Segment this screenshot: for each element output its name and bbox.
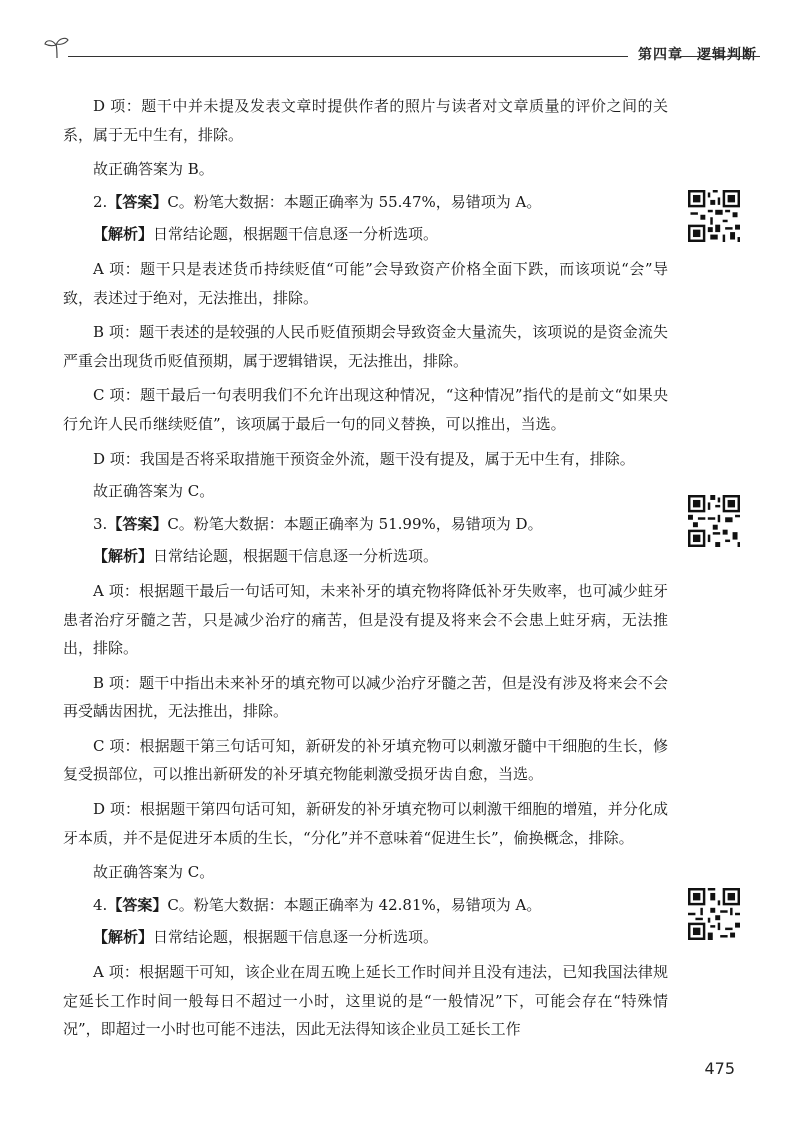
answer-line <box>63 891 668 920</box>
analysis-label: 【解析】 <box>93 225 154 244</box>
paragraph: C 项：题干最后一句表明我们不允许出现这种情况，“这种情况”指代的是前文“如果央行允许人民币继续贬值”，该项属于最后一句的同义替换，可以推出，当选。 <box>63 386 668 433</box>
paragraph: B 项：题干中指出未来补牙的填充物可以减少治疗牙髓之苦，但是没有涉及将来会不会再受龋齿困扰，无法推出，排除。 <box>63 673 668 721</box>
paragraph: D 项：题干中并未提及发表文章时提供作者的照片与读者对文章质量的评价之间的关系，属于无中生有，排除。 <box>63 97 668 144</box>
page-header <box>40 28 760 68</box>
analysis-label: 【解析】 <box>93 928 154 947</box>
answer-label: 【答案】 <box>107 895 168 914</box>
paragraph: C 项：根据题干第三句话可知，新研发的补牙填充物可以刺激牙髓中干细胞的生长，修复受损部位，可以推出新研发的补牙填充物能刺激受损牙齿自愈，当选。 <box>63 736 668 784</box>
answer-label: 【答案】 <box>107 192 168 211</box>
paragraph: 故正确答案为 C。 <box>93 482 215 501</box>
answer-text: C。粉笔大数据：本题正确率为 55.47%，易错项为 A。 <box>167 192 542 211</box>
paragraph: A 项：根据题干最后一句话可知，未来补牙的填充物将降低补牙失败率，也可减少蛀牙患者治疗牙髓之苦，只是减少治疗的痛苦，但是没有提及将来会不会患上蛀牙病，无法推出，排除。 <box>63 581 668 658</box>
question-number: 2. <box>93 192 108 211</box>
analysis-line <box>63 923 668 952</box>
paragraph: A 项：题干只是表述货币持续贬值“可能”会导致资产价格全面下跌，而该项说“会”导致，表述过于绝对，无法推出，排除。 <box>63 259 668 307</box>
analysis-label: 【解析】 <box>93 547 154 566</box>
answer-text: C。粉笔大数据：本题正确率为 51.99%，易错项为 D。 <box>167 514 543 533</box>
question-number: 3. <box>93 514 108 533</box>
answer-line <box>63 188 668 217</box>
page-body <box>63 92 668 1050</box>
qr-code-icon[interactable] <box>688 495 740 547</box>
answer-label: 【答案】 <box>107 514 168 533</box>
header-rule-right <box>680 56 760 57</box>
analysis-line <box>63 542 668 571</box>
paragraph: D 项：我国是否将采取措施干预资金外流，题干没有提及，属于无中生有，排除。 <box>93 449 635 468</box>
paragraph: D 项：根据题干第四句话可知，新研发的补牙填充物可以刺激干细胞的增殖，并分化成牙本质，并不是促进牙本质的生长，“分化”并不意味着“促进生长”，偷换概念，排除。 <box>63 800 668 847</box>
paragraph: 故正确答案为 B。 <box>93 160 214 179</box>
paragraph: A 项：根据题干可知，该企业在周五晚上延长工作时间并且没有违法，已知我国法律规定延长工作时间一般每日不超过一小时，这里说的是“一般情况”下，可能会存在“特殊情况”，即超过一小时也可能不违法，因此无法得知该企业员工延长工作 <box>63 963 668 1039</box>
question-number: 4. <box>93 895 108 914</box>
paragraph: 故正确答案为 C。 <box>93 863 215 882</box>
analysis-line <box>63 220 668 249</box>
qr-code-icon[interactable] <box>688 190 740 242</box>
answer-text: C。粉笔大数据：本题正确率为 42.81%，易错项为 A。 <box>167 895 542 914</box>
page-number: 475 <box>704 1059 735 1078</box>
paragraph: B 项：题干表述的是较强的人民币贬值预期会导致资金大量流失，该项说的是资金流失严重会出现货币贬值预期，属于逻辑错误，无法推出，排除。 <box>63 323 668 370</box>
answer-line <box>63 510 668 539</box>
chapter-number: 第四章 <box>638 47 683 63</box>
analysis-text: 日常结论题，根据题干信息逐一分析选项。 <box>153 928 439 947</box>
analysis-text: 日常结论题，根据题干信息逐一分析选项。 <box>153 225 439 244</box>
qr-code-icon[interactable] <box>688 888 740 940</box>
header-rule <box>68 56 628 57</box>
analysis-text: 日常结论题，根据题干信息逐一分析选项。 <box>153 547 439 566</box>
chapter-title: 逻辑判断 <box>697 47 757 63</box>
chapter-heading <box>638 44 757 64</box>
